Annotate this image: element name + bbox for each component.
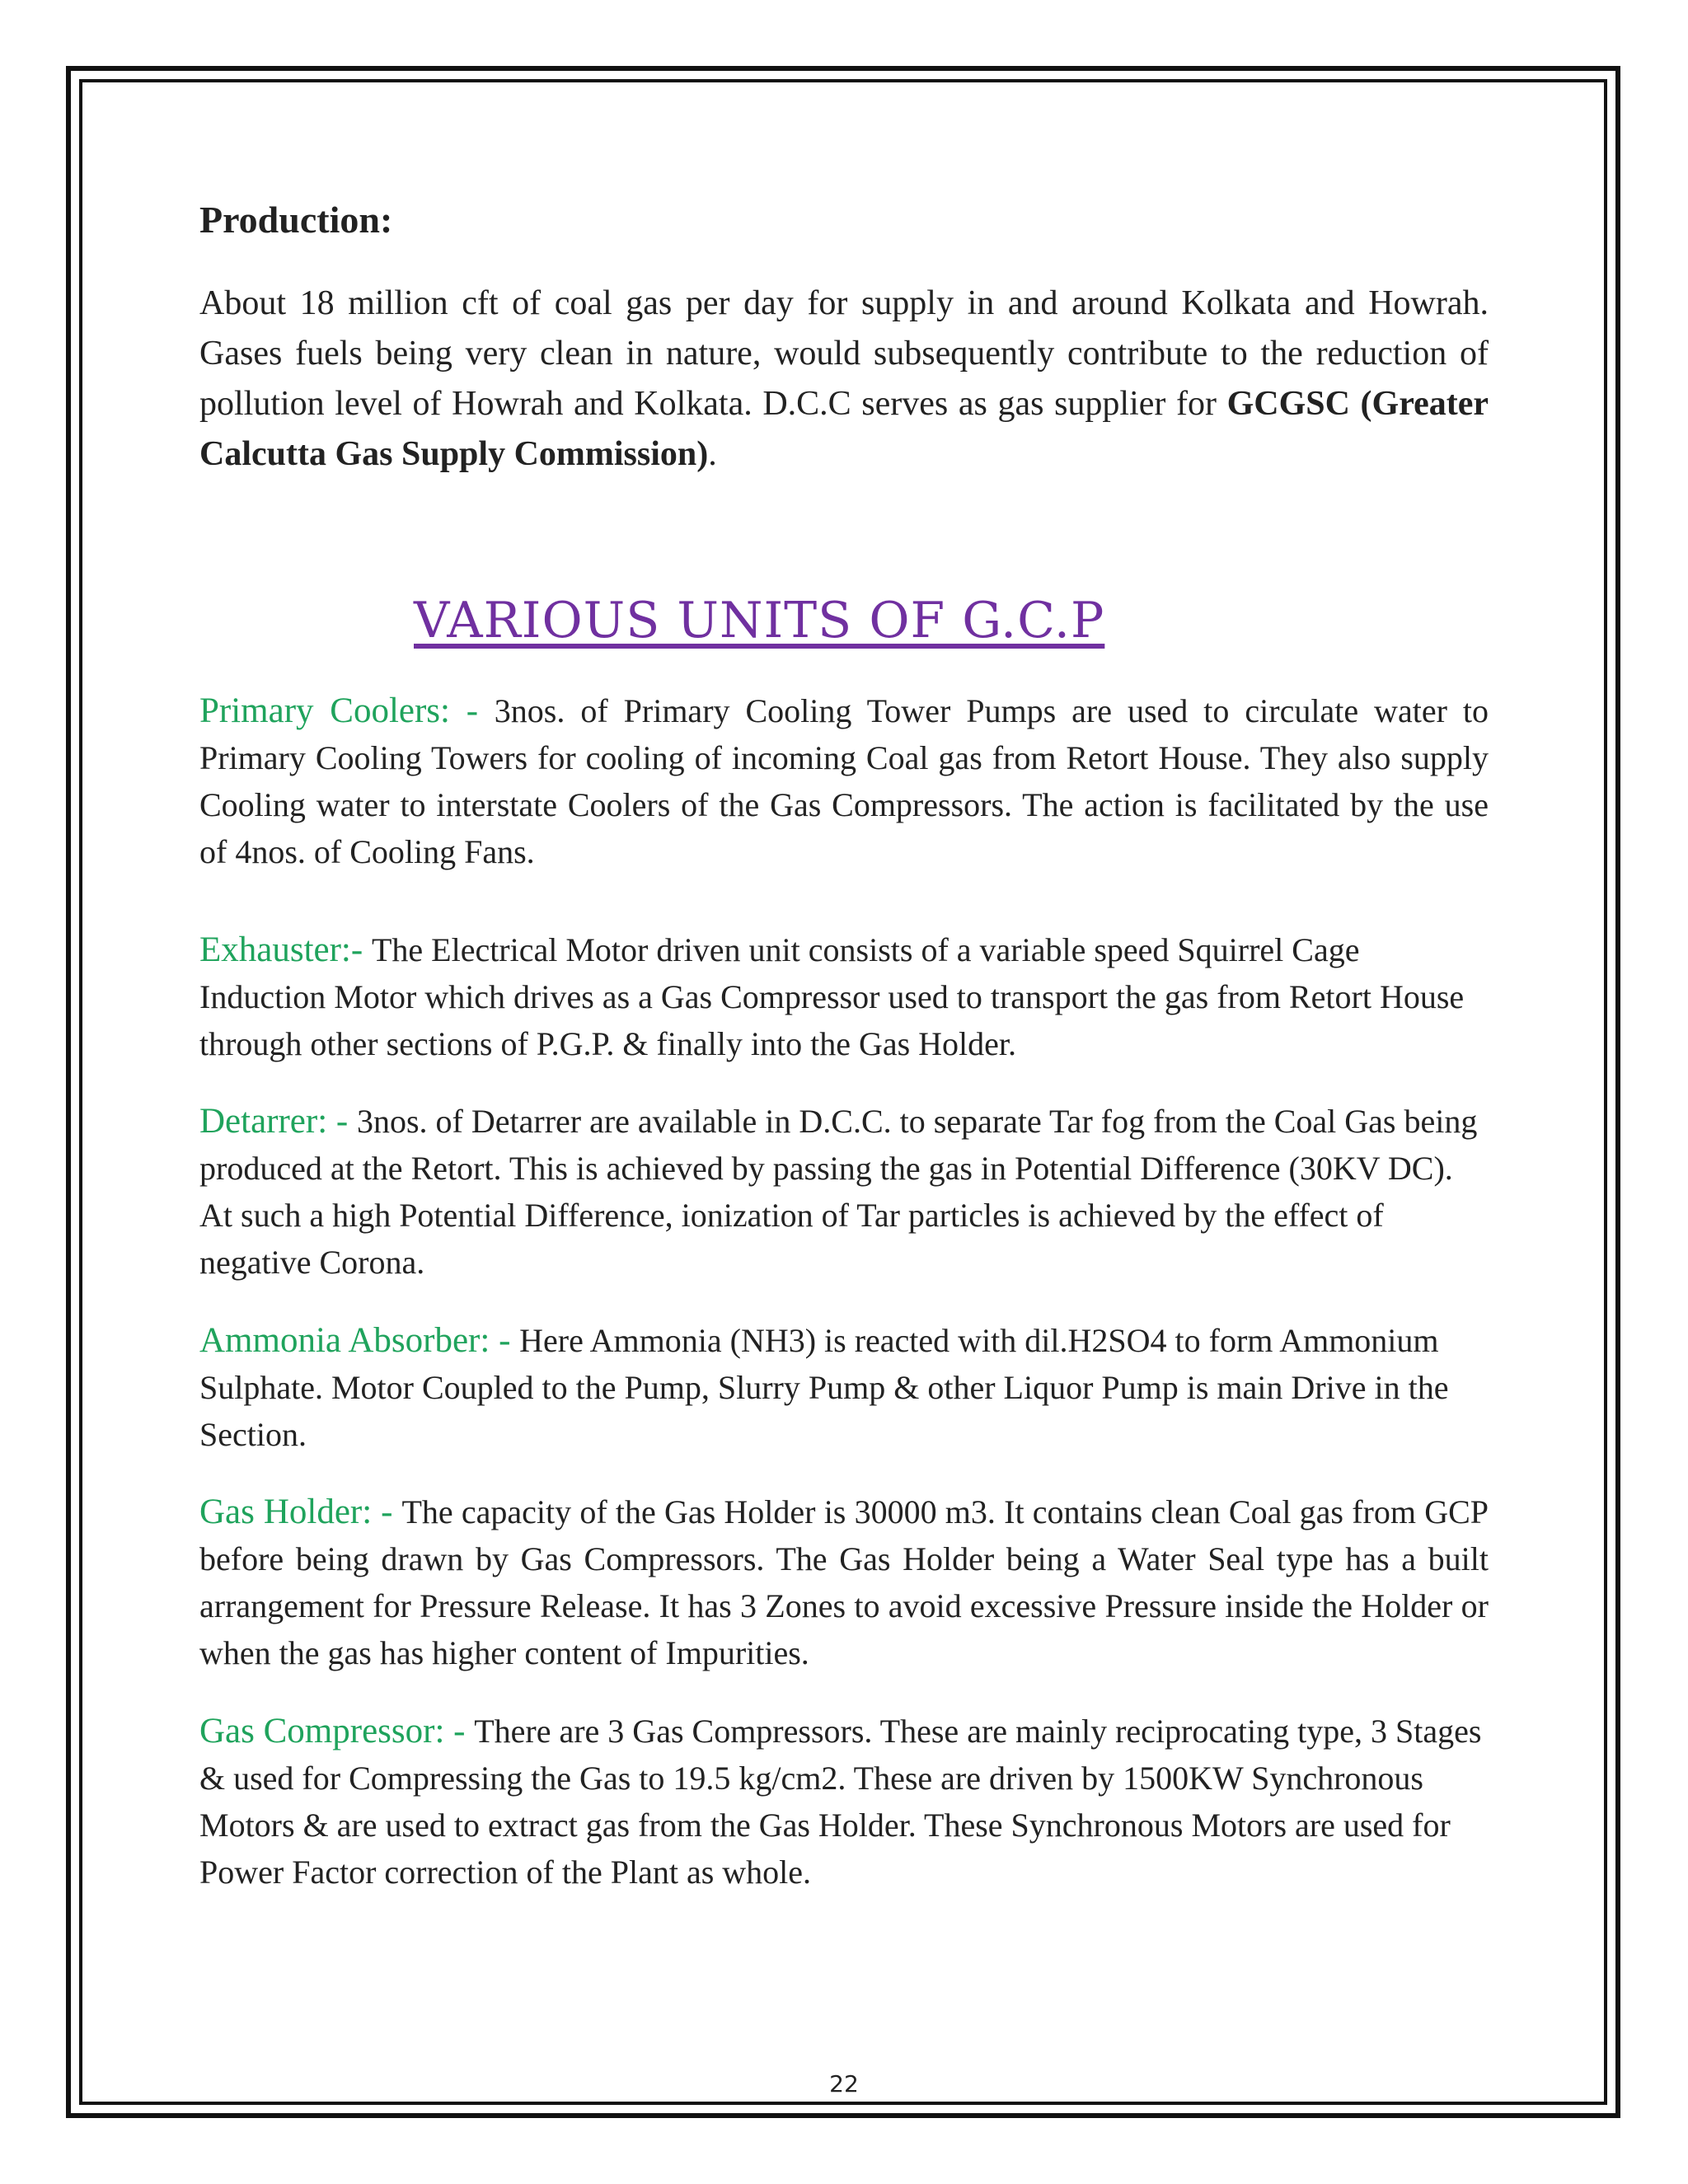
unit-text: There are 3 Gas Compressors. These are mainly reciprocating type, 3 Stages & used for Compressing the Gas to 19.5 kg/cm2. These are driven by 1500KW Synchronous Motors & are used to extract gas from the Gas Holder. These Synchronous Motors are used for Power Factor correction of the Plant as whole. <box>199 1713 1482 1891</box>
unit-label: Detarrer: - <box>199 1102 357 1141</box>
section-title: VARIOUS UNITS OF G.C.P <box>414 592 1105 649</box>
unit-gas-holder <box>199 1488 1489 1676</box>
unit-primary-coolers <box>199 687 1489 875</box>
production-heading: Production: <box>199 199 393 241</box>
unit-label: Gas Compressor: - <box>199 1712 475 1750</box>
production-paragraph <box>199 279 1489 480</box>
unit-text: Here Ammonia (NH3) is reacted with dil.H2SO4 to form Ammonium Sulphate. Motor Coupled to the Pump, Slurry Pump & other Liquor Pump is main Drive in the Section. <box>199 1322 1449 1453</box>
unit-ammonia-absorber <box>199 1317 1489 1458</box>
unit-detarrer <box>199 1098 1489 1286</box>
production-text-end: . <box>708 435 717 473</box>
unit-gas-compressor <box>199 1708 1489 1896</box>
unit-exhauster <box>199 926 1489 1067</box>
unit-text: 3nos. of Detarrer are available in D.C.C. to separate Tar fog from the Coal Gas being produced at the Retort. This is achieved by passing the gas in Potential Difference (30KV DC). At such a high Potential Difference, ionization of Tar particles is achieved by the effect of negative Corona. <box>199 1103 1478 1281</box>
unit-text: 3nos. of Primary Cooling Tower Pumps are used to circulate water to Primary Cooling Towers for cooling of incoming Coal gas from Retort House. They also supply Cooling water to interstate Coolers of the Gas Compressors. The action is facilitated by the use of 4nos. of Cooling Fans. <box>199 692 1489 870</box>
production-bold-text: GCGSC (Greater Calcutta Gas Supply Commission) <box>199 385 1489 473</box>
unit-label: Gas Holder: - <box>199 1493 402 1531</box>
unit-label: Ammonia Absorber: - <box>199 1321 520 1360</box>
page-number: 22 <box>829 2070 859 2097</box>
unit-label: Exhauster:- <box>199 930 372 969</box>
unit-label: Primary Coolers: - <box>199 691 495 730</box>
production-text: About 18 million cft of coal gas per day for supply in and around Kolkata and Howrah. Gases fuels being very clean in nature, would subsequently contribute to the reduction of pollution level of Howrah and Kolkata. D.C.C serves as gas supplier for <box>199 284 1489 423</box>
unit-text: The capacity of the Gas Holder is 30000 m3. It contains clean Coal gas from GCP before being drawn by Gas Compressors. The Gas Holder being a Water Seal type has a built arrangement for Pressure Release. It has 3 Zones to avoid excessive Pressure inside the Holder or when the gas has higher content of Impurities. <box>199 1493 1489 1671</box>
unit-text: The Electrical Motor driven unit consists of a variable speed Squirrel Cage Induction Motor which drives as a Gas Compressor used to transport the gas from Retort House through other sections of P.G.P. & finally into the Gas Holder. <box>199 931 1465 1062</box>
